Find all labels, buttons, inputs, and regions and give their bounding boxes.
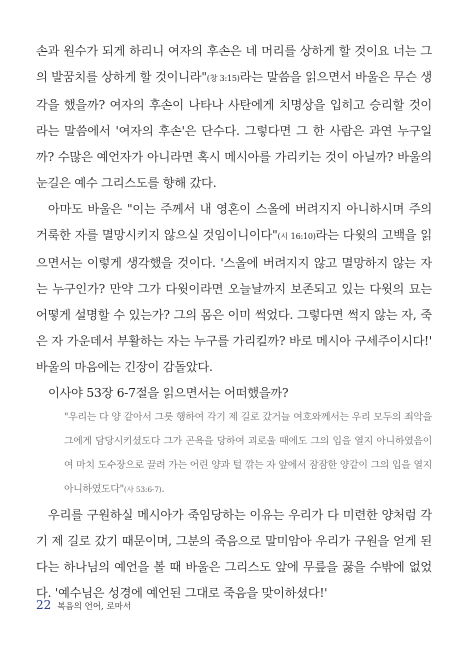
page-body: [36, 38, 432, 606]
paragraph-2-text-b: 라는 다윗의 고백을 읽으면서는 이렇게 생각했을 것이다. '스올에 버려지지 않고 멸망하지 않는 자는 누구인가? 만약 그가 다윗이라면 오늘날까지 보존되고 있는 다윗의 묘는 어떻게 설명할 수 있는가? 그의 몸은 이미 썩었다. 그렇다면 썩지 않는 자, 죽은 자 가운데서 부활하는 자는 누구를 가리킬까? 바로 메시아 구세주이시다!' 바울의 마음에는 긴장이 감돌았다.: [36, 228, 432, 374]
scripture-quote: [36, 406, 432, 502]
paragraph-1-text-a: 손과 원수가 되게 하리니 여자의 후손은 네 머리를 상하게 할 것이요 너는 그의 발꿈치를 상하게 할 것이니라": [36, 44, 432, 84]
page-footer: [36, 598, 131, 612]
running-title: 복음의 언어, 로마서: [57, 602, 132, 612]
quote-tail: .: [161, 484, 165, 495]
paragraph-1-text-b: 라는 말씀을 읽으면서 바울은 무슨 생각을 했을까? 여자의 후손이 나타나 사탄에게 치명상을 입히고 승리할 것이라는 말씀에서 '여자의 후손'은 단수다. 그렇다면 그 한 사람은 과연 누구일까? 수많은 예언자가 아니라면 혹시 메시아를 가리키는 것이 아닐까? 바울의 눈길은 예수 그리스도를 향해 갔다.: [36, 70, 432, 190]
quote-ref: (사 53:6-7): [123, 485, 162, 494]
paragraph-1: [36, 38, 432, 196]
paragraph-1-ref: (창 3:15): [206, 74, 240, 83]
paragraph-3: 이사야 53장 6-7절을 읽으면서는 어떠했을까?: [48, 386, 289, 400]
paragraph-2-text-a: 아마도 바울은 "이는 주께서 내 영혼이 스올에 버려지지 아니하시며 주의 거룩한 자를 멸망시키지 않으실 것임이니이다": [36, 202, 432, 242]
page-number: 22: [36, 598, 52, 612]
quote-text: "우리는 다 양 같아서 그릇 행하여 각기 제 길로 갔거늘 여호와께서는 우리 모두의 죄악을 그에게 담당시키셨도다 그가 곤욕을 당하여 괴로울 때에도 그의 입을 열지 아니하였음이여 마치 도수장으로 끌려 가는 어린 양과 털 깎는 자 앞에서 잠잠한 양같이 그의 입을 열지 아니하였도다": [64, 412, 432, 495]
paragraph-4: 우리를 구원하실 메시아가 죽임당하는 이유는 우리가 다 미련한 양처럼 각기 제 길로 갔기 때문이며, 그분의 죽음으로 말미암아 우리가 구원을 얻게 된다는 하나님의 예언을 볼 때 바울은 그리스도 앞에 무릎을 꿇을 수밖에 없었다. '예수님은 성경에 예언된 그대로 죽음을 맞이하셨다!': [36, 508, 432, 600]
paragraph-2-ref: (시 16:10): [277, 232, 316, 241]
paragraph-2: [36, 196, 432, 380]
